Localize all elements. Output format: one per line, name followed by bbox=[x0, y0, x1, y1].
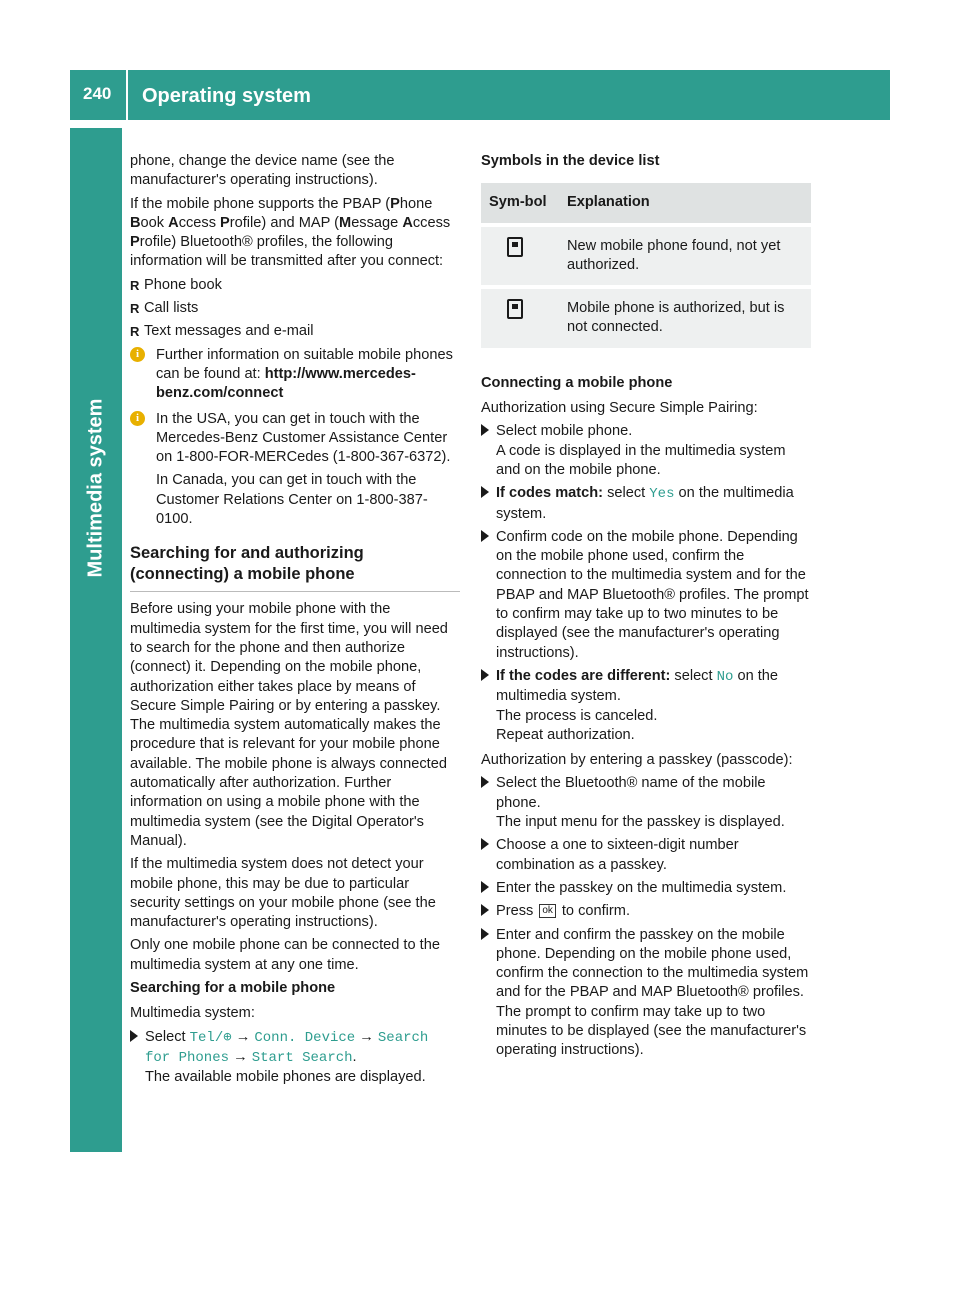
menu-search-for-phones[interactable]: Search for Phones bbox=[145, 1029, 429, 1066]
body-paragraph: Authorization by entering a passkey (passcode): bbox=[481, 752, 793, 769]
bullet-item: R Call lists bbox=[130, 299, 460, 318]
section-heading: Searching for and authorizing (connecting) a mobile phone bbox=[130, 543, 460, 592]
intro-paragraph: phone, change the device name (see the manufacturer's operating instructions). bbox=[130, 153, 395, 189]
step-arrow-icon bbox=[481, 669, 489, 681]
mobile-phone-new-icon bbox=[507, 237, 523, 257]
menu-tel[interactable]: Tel/⊕ bbox=[189, 1029, 232, 1046]
bullet-item: R Text messages and e-mail bbox=[130, 322, 460, 341]
step-arrow-icon bbox=[481, 881, 489, 893]
table-header-cell: Sym-bol bbox=[481, 183, 559, 226]
right-column bbox=[481, 152, 813, 1065]
step-item: Select mobile phone. A code is displayed in the multimedia system and on the mobile phone. bbox=[481, 422, 813, 480]
step-arrow-icon bbox=[481, 838, 489, 850]
step-item: Enter and confirm the passkey on the mobile phone. Depending on the mobile phone used, confirm the connection to the multimedia system and for the PBAP and MAP Bluetooth® profiles. The prompt to confirm may take up to two minutes to be displayed (see the manufacturer's operating instructions). bbox=[481, 926, 813, 1061]
table-cell: Mobile phone is authorized, but is not connected. bbox=[559, 289, 811, 352]
step-item: Select Tel/⊕ → Conn. Device → Search for Phones → Start Search. The available mobile phones are displayed. bbox=[130, 1028, 460, 1088]
menu-conn-device[interactable]: Conn. Device bbox=[254, 1029, 356, 1046]
pbap-paragraph: If the mobile phone supports the PBAP (Phone Book Access Profile) and MAP (Message Access Profile) Bluetooth® profiles, the following information will be transmitted after you connect: bbox=[130, 195, 451, 270]
ok-button-icon: ok bbox=[539, 904, 556, 918]
yes-option[interactable]: Yes bbox=[649, 486, 675, 503]
info-icon: i bbox=[130, 347, 145, 362]
step-arrow-icon bbox=[481, 530, 489, 542]
sidebar-label: Multimedia system bbox=[84, 398, 107, 578]
info-icon: i bbox=[130, 411, 145, 426]
step-arrow-icon bbox=[481, 776, 489, 788]
step-arrow-icon bbox=[481, 486, 489, 498]
step-arrow-icon bbox=[481, 928, 489, 940]
table-header-row bbox=[481, 183, 811, 226]
step-item: Choose a one to sixteen-digit number combination as a passkey. bbox=[481, 836, 813, 875]
subsection-heading: Connecting a mobile phone bbox=[481, 374, 673, 391]
body-paragraph: Only one mobile phone can be connected to the multimedia system at any one time. bbox=[130, 937, 440, 973]
step-item: Confirm code on the mobile phone. Depending on the mobile phone used, confirm the connection to the multimedia system and for the PBAP and MAP Bluetooth® profiles. The prompt to confirm may take up to two minutes to be displayed (see the manufacturer's operating instructions). bbox=[481, 528, 813, 663]
table-cell: New mobile phone found, not yet authorized. bbox=[559, 227, 811, 290]
body-paragraph: Authorization using Secure Simple Pairing: bbox=[481, 400, 758, 417]
body-paragraph: If the multimedia system does not detect your mobile phone, this may be due to particular security settings on your mobile phone (see the manufacturer's operating instructions). bbox=[130, 856, 436, 931]
table-row bbox=[481, 227, 811, 290]
step-item: Select the Bluetooth® name of the mobile phone. The input menu for the passkey is displayed. bbox=[481, 774, 813, 832]
left-column bbox=[130, 152, 460, 1091]
subsection-heading: Searching for a mobile phone bbox=[130, 979, 336, 996]
step-item: Enter the passkey on the multimedia system. bbox=[481, 879, 813, 898]
body-paragraph: Before using your mobile phone with the multimedia system for the first time, you will need to search for the phone and then authorize (connect) it. Depending on the mobile phone, authorization either takes place by means of Secure Simple Pairing or by entering a passkey. The multimedia system automatically makes the procedure that is relevant for your mobile phone available. The mobile phone is always connected automatically after authorization. Further information on using a mobile phone with the multimedia system (see the Digital Operator's Manual). bbox=[130, 601, 448, 849]
symbols-table bbox=[481, 183, 811, 351]
connect-link[interactable]: http://www.mercedes-benz.com/connect bbox=[156, 365, 416, 402]
bullet-item: R Phone book bbox=[130, 276, 460, 295]
no-option[interactable]: No bbox=[716, 668, 734, 685]
menu-start-search[interactable]: Start Search bbox=[251, 1049, 353, 1066]
header-separator bbox=[126, 70, 128, 120]
table-title: Symbols in the device list bbox=[481, 153, 660, 169]
info-note: i In the USA, you can get in touch with the Mercedes-Benz Customer Assistance Center on 1-800-FOR-MERCedes (1-800-367-6372). In Canada, you can get in touch with the Customer Relations Center on 1-800-387-0100. bbox=[130, 410, 460, 530]
table-row bbox=[481, 289, 811, 352]
mobile-phone-authorized-icon bbox=[507, 299, 523, 319]
step-arrow-icon bbox=[481, 904, 489, 916]
info-note: i Further information on suitable mobile phones can be found at: http://www.mercedes-benz.com/connect bbox=[130, 346, 460, 404]
step-item: Press ok to confirm. bbox=[481, 902, 813, 921]
sidebar-label-wrap bbox=[70, 128, 122, 678]
step-arrow-icon bbox=[481, 424, 489, 436]
sub-intro: Multimedia system: bbox=[130, 1005, 255, 1022]
table-header-cell: Explanation bbox=[559, 183, 811, 226]
step-arrow-icon bbox=[130, 1030, 138, 1042]
step-item: If the codes are different: select No on the multimedia system. The process is canceled. Repeat authorization. bbox=[481, 667, 813, 745]
page-number: 240 bbox=[83, 84, 112, 103]
step-item: If codes match: select Yes on the multimedia system. bbox=[481, 484, 813, 524]
page-title: Operating system bbox=[142, 85, 311, 107]
